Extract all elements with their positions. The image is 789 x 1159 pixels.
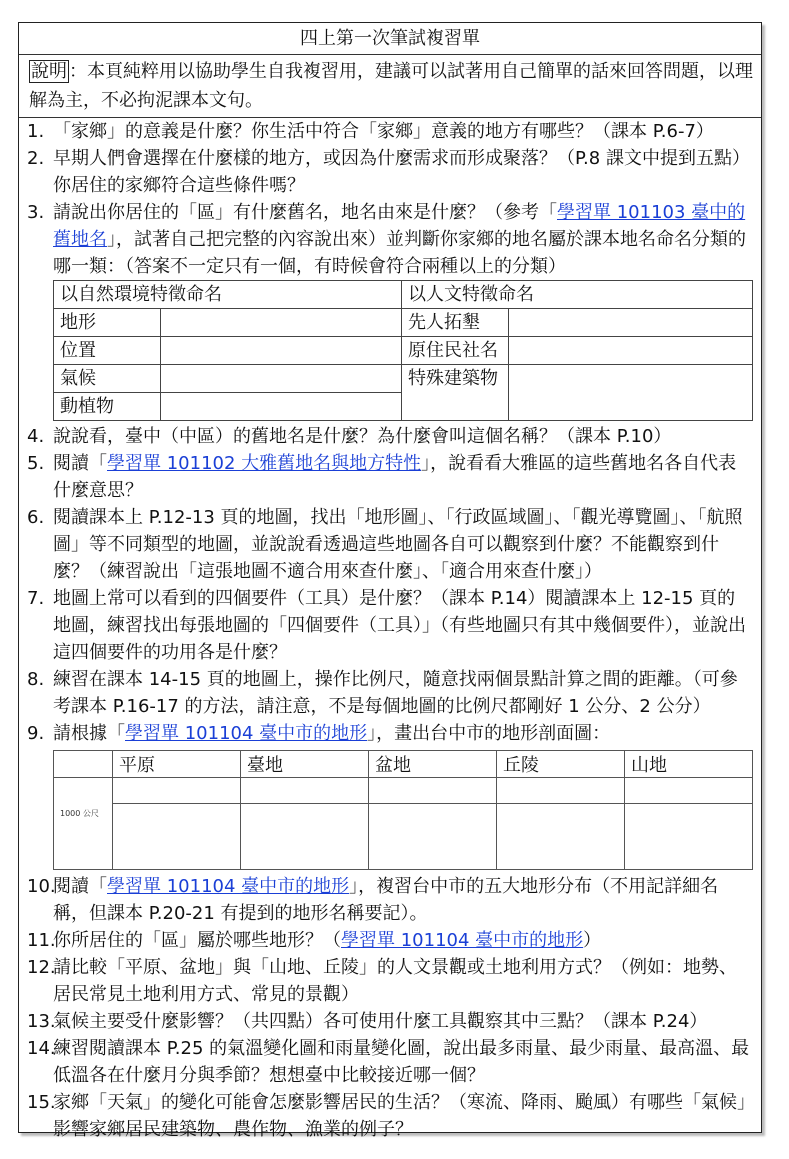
category-cell: 位置 xyxy=(54,337,161,365)
question-text: 氣候主要受什麼影響？（共四點）各可使用什麼工具觀察其中三點？（課本 P.24） xyxy=(53,1011,708,1032)
question-13 xyxy=(19,1008,761,1035)
question-number: 7. xyxy=(27,588,45,609)
drawing-cell[interactable] xyxy=(369,804,497,870)
question-11 xyxy=(19,927,761,954)
question-text: 早期人們會選擇在什麼樣的地方，或因為什麼需求而形成聚落？（P.8 課文中提到五點）你居住的家鄉符合這些條件嗎？ xyxy=(53,148,750,196)
question-5 xyxy=(19,450,761,504)
category-cell: 先人拓墾 xyxy=(402,309,509,337)
question-10 xyxy=(19,873,761,927)
worksheet-link[interactable]: 學習單 101102 大雅舊地名與地方特性 xyxy=(107,453,422,474)
question-number: 2. xyxy=(27,148,45,169)
question-number: 13. xyxy=(27,1011,56,1032)
question-7 xyxy=(19,585,761,666)
page-title xyxy=(19,23,761,55)
question-15 xyxy=(19,1089,761,1143)
question-12 xyxy=(19,954,761,1008)
question-number: 14. xyxy=(27,1038,56,1059)
question-1 xyxy=(19,118,761,145)
question-text: 」，複習台中市的五大地形分布（不用記詳細名稱，但課本 P.20-21 有提到的地形名稱要記）。 xyxy=(53,876,719,924)
terrain-header: 山地 xyxy=(625,751,753,778)
header-natural: 以自然環境特徵命名 xyxy=(54,281,402,309)
question-number: 9. xyxy=(27,723,45,744)
category-cell: 地形 xyxy=(54,309,161,337)
question-4 xyxy=(19,423,761,450)
question-6 xyxy=(19,504,761,585)
answer-cell[interactable] xyxy=(161,337,402,365)
terrain-header: 盆地 xyxy=(369,751,497,778)
answer-cell[interactable] xyxy=(509,365,753,421)
axis-cell xyxy=(54,778,113,870)
question-number: 8. xyxy=(27,669,45,690)
worksheet xyxy=(18,22,762,1140)
question-text: 說說看，臺中（中區）的舊地名是什麼？為什麼會叫這個名稱？（課本 P.10） xyxy=(53,426,672,447)
terrain-header: 丘陵 xyxy=(497,751,625,778)
drawing-cell[interactable] xyxy=(241,804,369,870)
question-9 xyxy=(19,720,761,747)
axis-label: 1000 公尺 xyxy=(60,809,99,818)
intro-label: 說明 xyxy=(31,61,67,82)
terrain-header: 臺地 xyxy=(241,751,369,778)
question-3 xyxy=(19,199,761,280)
question-number: 6. xyxy=(27,507,45,528)
answer-cell[interactable] xyxy=(509,309,753,337)
question-text: 你所居住的「區」屬於哪些地形？（ xyxy=(53,930,341,951)
drawing-cell[interactable] xyxy=(625,804,753,870)
answer-cell[interactable] xyxy=(161,309,402,337)
worksheet-link[interactable]: 學習單 101103 臺中的舊地名 xyxy=(53,202,746,250)
question-text: 閱讀課本上 P.12-13 頁的地圖，找出「地形圖」、「行政區域圖」、「觀光導覽圖」、「航照圖」等不同類型的地圖，並說說看透過這些地圖各自可以觀察到什麼？不能觀察到什麼？（練習說出「這張地圖不適合用來查什麼」、「適合用來查什麼」） xyxy=(53,507,743,582)
question-number: 5. xyxy=(27,453,45,474)
question-number: 11. xyxy=(27,930,56,951)
drawing-cell[interactable] xyxy=(113,804,241,870)
category-cell: 動植物 xyxy=(54,393,161,421)
worksheet-link[interactable]: 學習單 101104 臺中市的地形 xyxy=(341,930,584,951)
worksheet-link[interactable]: 學習單 101104 臺中市的地形 xyxy=(125,723,368,744)
terrain-header: 平原 xyxy=(113,751,241,778)
worksheet-link[interactable]: 學習單 101104 臺中市的地形 xyxy=(107,876,350,897)
title-text: 四上第一次筆試複習單 xyxy=(300,28,480,49)
answer-cell[interactable] xyxy=(161,365,402,393)
question-text: 閱讀「 xyxy=(53,876,107,897)
category-cell: 氣候 xyxy=(54,365,161,393)
question-number: 4. xyxy=(27,426,45,447)
drawing-cell[interactable] xyxy=(625,778,753,804)
question-number: 1. xyxy=(27,121,45,142)
question-14 xyxy=(19,1035,761,1089)
question-text: 練習在課本 14-15 頁的地圖上，操作比例尺，隨意找兩個景點計算之間的距離。（可參考課本 P.16-17 的方法，請注意，不是每個地圖的比例尺都剛好 1 公分、2 公分） xyxy=(53,669,738,717)
header-human: 以人文特徵命名 xyxy=(402,281,753,309)
naming-classification-table xyxy=(53,280,753,421)
question-text: 」，試著自己把完整的內容說出來）並判斷你家鄉的地名屬於課本地名命名分類的哪一類：（答案不一定只有一個，有時候會符合兩種以上的分類） xyxy=(53,229,746,277)
category-cell: 原住民社名 xyxy=(402,337,509,365)
intro-text: ：本頁純粹用以協助學生自我複習用，建議可以試著用自己簡單的話來回答問題，以理解為主，不必拘泥課本文句。 xyxy=(29,61,753,111)
question-text: 家鄉「天氣」的變化可能會怎麼影響居民的生活？（寒流、降雨、颱風）有哪些「氣候」影響家鄉居民建築物、農作物、漁業的例子？ xyxy=(53,1092,746,1140)
question-text: 地圖上常可以看到的四個要件（工具）是什麼？（課本 P.14）閱讀課本上 12-15 頁的地圖，練習找出每張地圖的「四個要件（工具）」（有些地圖只有其中幾個要件），並說出這四個要件的功用各是什麼？ xyxy=(53,588,746,663)
answer-cell[interactable] xyxy=(161,393,402,421)
question-text: 」，畫出台中市的地形剖面圖： xyxy=(367,723,611,744)
drawing-cell[interactable] xyxy=(241,778,369,804)
blank-corner-cell xyxy=(54,751,113,778)
question-text: ） xyxy=(583,930,602,951)
question-text: 」，說看看大雅區的這些舊地名各自代表什麼意思？ xyxy=(53,453,737,501)
answer-cell[interactable] xyxy=(509,337,753,365)
question-text: 練習閱讀課本 P.25 的氣溫變化圖和雨量變化圖，說出最多雨量、最少雨量、最高溫、最低溫各在什麼月分與季節？想想臺中比較接近哪一個？ xyxy=(53,1038,750,1086)
question-text: 請根據「 xyxy=(53,723,125,744)
question-number: 15. xyxy=(27,1092,56,1113)
drawing-cell[interactable] xyxy=(497,804,625,870)
question-text: 請說出你居住的「區」有什麼舊名，地名由來是什麼？（參考「 xyxy=(53,202,557,223)
terrain-profile-table xyxy=(53,750,753,870)
question-8 xyxy=(19,666,761,720)
question-number: 3. xyxy=(27,202,45,223)
category-cell: 特殊建築物 xyxy=(402,365,509,421)
drawing-cell[interactable] xyxy=(113,778,241,804)
drawing-cell[interactable] xyxy=(497,778,625,804)
drawing-cell[interactable] xyxy=(369,778,497,804)
question-number: 10. xyxy=(27,876,56,897)
intro-note xyxy=(19,55,761,118)
question-text: 「家鄉」的意義是什麼？你生活中符合「家鄉」意義的地方有哪些？（課本 P.6-7） xyxy=(53,121,714,142)
question-text: 閱讀「 xyxy=(53,453,107,474)
question-2 xyxy=(19,145,761,199)
question-number: 12. xyxy=(27,957,56,978)
question-text: 請比較「平原、盆地」與「山地、丘陵」的人文景觀或土地利用方式？（例如：地勢、居民常見土地利用方式、常見的景觀） xyxy=(53,957,737,1005)
